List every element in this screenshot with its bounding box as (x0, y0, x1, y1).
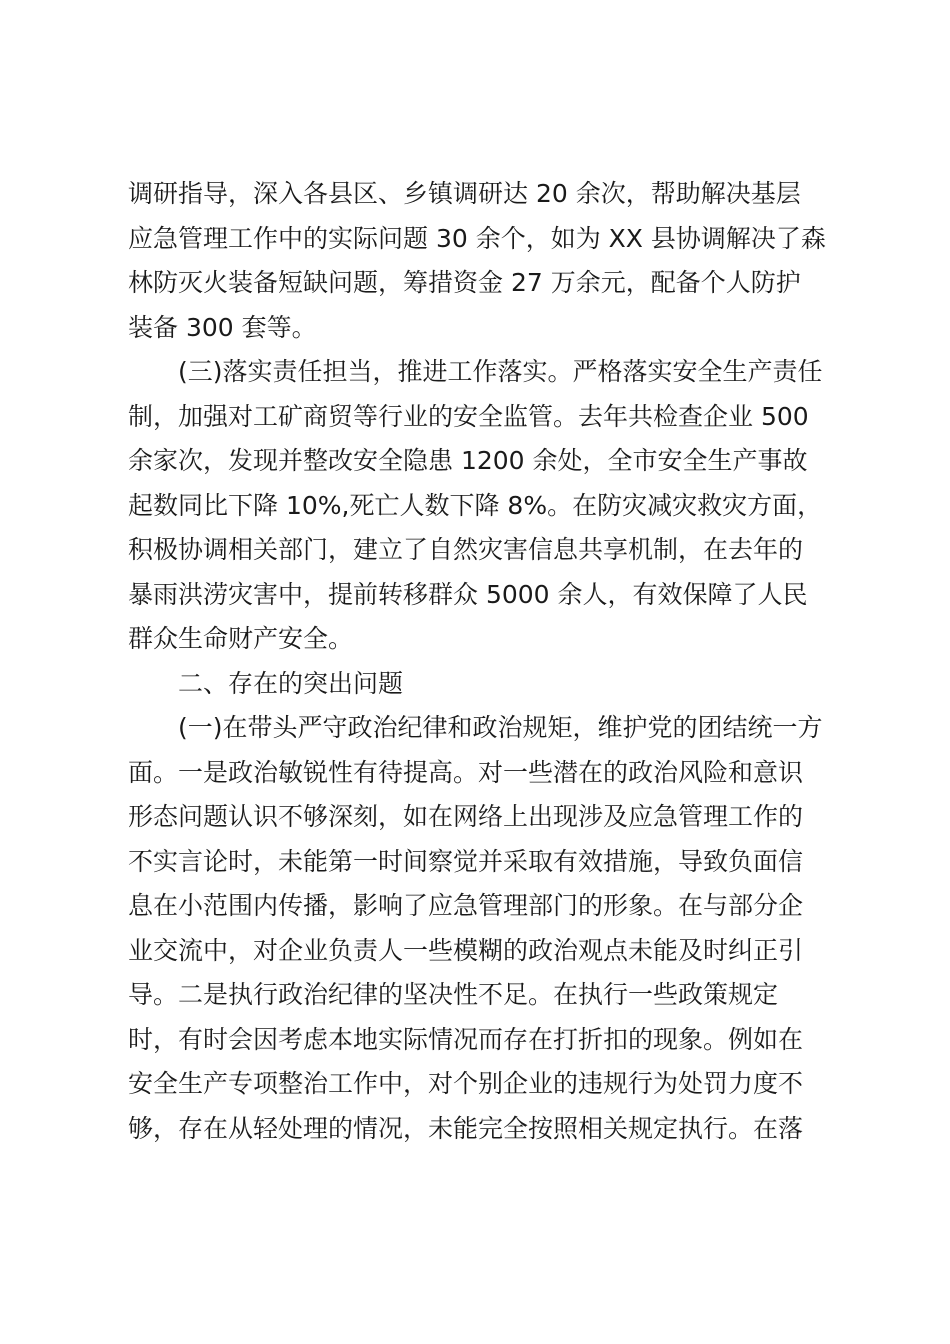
text-line-10: 暴雨洪涝灾害中，提前转移群众 5000 余人，有效保障了人民 (128, 579, 808, 609)
text-line-4: 装备 300 套等。 (128, 312, 317, 342)
text-line-7: 余家次，发现并整改安全隐患 1200 余处，全市安全生产事故 (128, 446, 808, 475)
text-line-2: 应急管理工作中的实际问题 30 余个，如为 XX 县协调解决了森 (128, 223, 826, 253)
text-line-14: 面。一是政治敏锐性有待提高。对一些潜在的政治风险和意识 (128, 757, 804, 787)
text-line-6: 制，加强对工矿商贸等行业的安全监管。去年共检查企业 500 (128, 401, 809, 431)
text-line-22: 够，存在从轻处理的情况，未能完全按照相关规定执行。在落 (128, 1113, 804, 1143)
text-line-15: 形态问题认识不够深刻，如在网络上出现涉及应急管理工作的 (128, 802, 804, 831)
text-line-18: 业交流中，对企业负责人一些模糊的政治观点未能及时纠正引 (128, 935, 804, 965)
text-line-19: 导。二是执行政治纪律的坚决性不足。在执行一些政策规定 (128, 980, 779, 1009)
text-line-17: 息在小范围内传播，影响了应急管理部门的形象。在与部分企 (128, 891, 804, 920)
text-line-16: 不实言论时，未能第一时间察觉并采取有效措施，导致负面信 (128, 846, 804, 876)
text-line-9: 积极协调相关部门，建立了自然灾害信息共享机制，在去年的 (128, 535, 804, 564)
document-body (128, 172, 828, 1151)
section-heading-2: 二、存在的突出问题 (178, 668, 404, 698)
text-line-21: 安全生产专项整治工作中，对个别企业的违规行为处罚力度不 (128, 1069, 804, 1098)
text-line-11: 群众生命财产安全。 (128, 624, 354, 653)
text-line-1: 调研指导，深入各县区、乡镇调研达 20 余次，帮助解决基层 (128, 179, 801, 208)
text-line-20: 时，有时会因考虑本地实际情况而存在打折扣的现象。例如在 (128, 1024, 804, 1054)
text-line-8: 起数同比下降 10%,死亡人数下降 8%。在防灾减灾救灾方面， (128, 490, 823, 520)
paragraph-heading-3: (三)落实责任担当，推进工作落实。严格落实安全生产责任 (178, 357, 823, 386)
text-line-3: 林防灭火装备短缺问题，筹措资金 27 万余元，配备个人防护 (128, 268, 801, 297)
paragraph-heading-1: (一)在带头严守政治纪律和政治规矩，维护党的团结统一方 (178, 713, 823, 742)
